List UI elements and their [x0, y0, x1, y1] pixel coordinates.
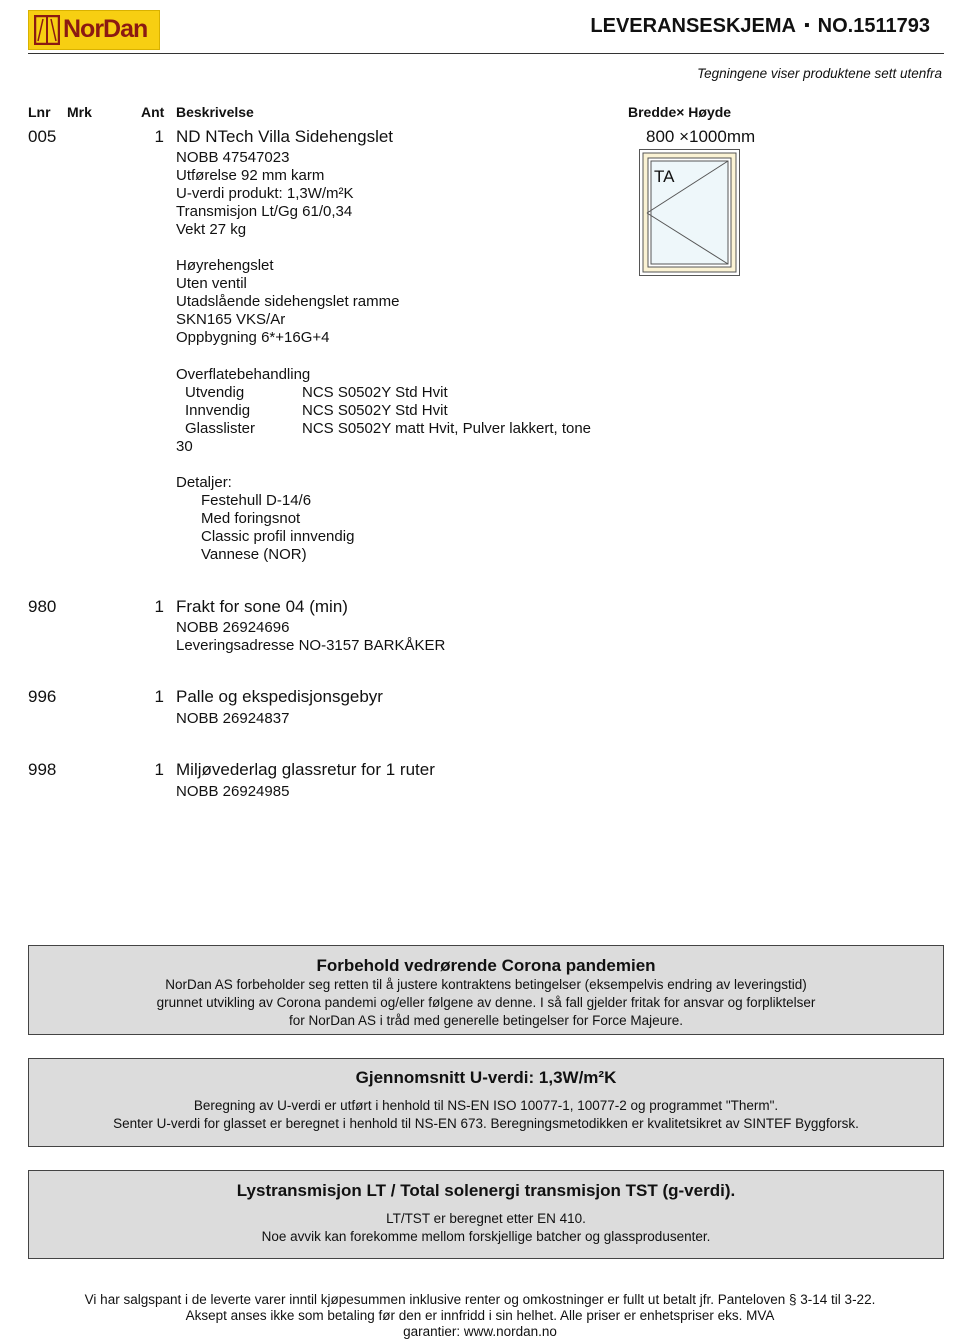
column-header-dimensions: Bredde× Høyde: [628, 104, 732, 120]
item-998-lnr: 998: [28, 760, 57, 779]
corona-notice-title: Forbehold vedrørende Corona pandemien: [316, 956, 656, 975]
detail-item: Classic profil innvendig: [201, 528, 355, 545]
item-996-ant: 1: [154, 687, 164, 706]
corona-notice-box: [28, 945, 944, 1035]
drawing-note: Tegningene viser produktene sett utenfra: [697, 66, 942, 81]
title-label: LEVERANSESKJEMA: [590, 15, 796, 37]
light-transmission-title: Lystransmisjon LT / Total solenergi transmisjon TST (g-verdi).: [236, 1181, 736, 1200]
u-value-title: Gjennomsnitt U-verdi: 1,3W/m²K: [355, 1068, 617, 1087]
column-header-mrk: Mrk: [67, 104, 92, 120]
document-number: NO.1511793: [817, 15, 930, 37]
item-005-spec: U-verdi produkt: 1,3W/m²K: [176, 185, 354, 202]
detail-item: Med foringsnot: [201, 510, 301, 527]
surface-label: Glasslister: [185, 420, 256, 437]
column-header-beskrivelse: Beskrivelse: [176, 104, 254, 120]
logo-window-icon: [34, 15, 60, 45]
corona-notice-line: NorDan AS forbeholder seg retten til å justere kontraktens betingelser (eksempelvis endring av leveringstid): [165, 977, 807, 992]
surface-value: NCS S0502Y Std Hvit: [302, 384, 448, 401]
light-transmission-line: Noe avvik kan forekomme mellom forskjellige batcher og glassprodusenter.: [261, 1229, 711, 1244]
item-005-dimensions: 800 ×1000mm: [646, 127, 756, 146]
column-header-lnr: Lnr: [28, 104, 51, 120]
surface-value: NCS S0502Y Std Hvit: [302, 402, 448, 419]
footer-line: Aksept anses ikke som betaling før den er innfridd i sin helhet. Alle priser er enhetspriser eks. MVA: [185, 1308, 775, 1323]
corona-notice-line: grunnet utvikling av Corona pandemi og/eller følgene av denne. I så fall gjelder fritak for ansvar og forpliktelser: [156, 995, 816, 1010]
item-980-title: Frakt for sone 04 (min): [176, 597, 348, 616]
u-value-line: Senter U-verdi for glasset er beregnet i henhold til NS-EN 673. Beregningsmetodikken er kvalitetsikret av SINTEF Byggforsk.: [113, 1116, 859, 1131]
item-998-title: Miljøvederlag glassretur for 1 ruter: [176, 760, 435, 779]
u-value-line: Beregning av U-verdi er utført i henhold til NS-EN ISO 10077-1, 10077-2 og programmet "Therm".: [193, 1098, 779, 1113]
item-996-line: NOBB 26924837: [176, 710, 290, 727]
u-value-box: [28, 1058, 944, 1147]
surface-heading: Overflatebehandling: [176, 366, 311, 383]
surface-label: Innvendig: [185, 402, 251, 419]
item-005-spec: Utførelse 92 mm karm: [176, 167, 325, 184]
footer-terms: [0, 1292, 960, 1340]
item-005-ant: 1: [154, 127, 164, 146]
surface-label: Utvendig: [185, 384, 245, 401]
item-005-spec: Vekt 27 kg: [176, 221, 247, 238]
column-header-ant: Ant: [141, 104, 165, 120]
item-005-spec: NOBB 47547023: [176, 149, 290, 166]
corona-notice-line: for NorDan AS i tråd med generelle betingelser for Force Majeure.: [289, 1013, 683, 1028]
footer-line: garantier: www.nordan.no: [403, 1324, 557, 1339]
item-980-line: Leveringsadresse NO-3157 BARKÅKER: [176, 637, 446, 654]
light-transmission-box: [28, 1170, 944, 1259]
document-title: [590, 15, 930, 38]
window-drawing: [639, 149, 741, 277]
item-998-line: NOBB 26924985: [176, 783, 290, 800]
item-980-line: NOBB 26924696: [176, 619, 290, 636]
item-980-ant: 1: [154, 597, 164, 616]
item-005-option: Utadslående sidehengslet ramme: [176, 293, 400, 310]
logo-text: NorDan: [63, 15, 148, 43]
item-005-option: SKN165 VKS/Ar: [176, 311, 286, 328]
details-heading: Detaljer:: [176, 474, 232, 491]
item-998-ant: 1: [154, 760, 164, 779]
item-996-lnr: 996: [28, 687, 57, 706]
item-005-title: ND NTech Villa Sidehengslet: [176, 127, 394, 146]
detail-item: Festehull D-14/6: [201, 492, 312, 509]
item-005-option: Uten ventil: [176, 275, 247, 292]
surface-value: NCS S0502Y matt Hvit, Pulver lakkert, tone: [302, 420, 592, 437]
item-996-title: Palle og ekspedisjonsgebyr: [176, 687, 383, 706]
item-005-option: Oppbygning 6*+16G+4: [176, 329, 330, 346]
detail-item: Vannese (NOR): [201, 546, 307, 563]
window-label: TA: [654, 167, 675, 186]
surface-wrap: 30: [176, 438, 193, 455]
item-005-spec: Transmisjon Lt/Gg 61/0,34: [176, 203, 353, 220]
item-005-option: Høyrehengslet: [176, 257, 274, 274]
item-980-lnr: 980: [28, 597, 57, 616]
light-transmission-line: LT/TST er beregnet etter EN 410.: [386, 1211, 586, 1226]
header-rule: [28, 53, 944, 54]
item-005-lnr: 005: [28, 127, 57, 146]
nordan-logo: [28, 10, 160, 50]
title-separator: ▪: [804, 17, 810, 34]
footer-line: Vi har salgspant i de leverte varer inntil kjøpesummen inklusive renter og omkostninger er fullt ut betalt jfr. Panteloven § 3-14 til 3-22.: [84, 1292, 876, 1307]
